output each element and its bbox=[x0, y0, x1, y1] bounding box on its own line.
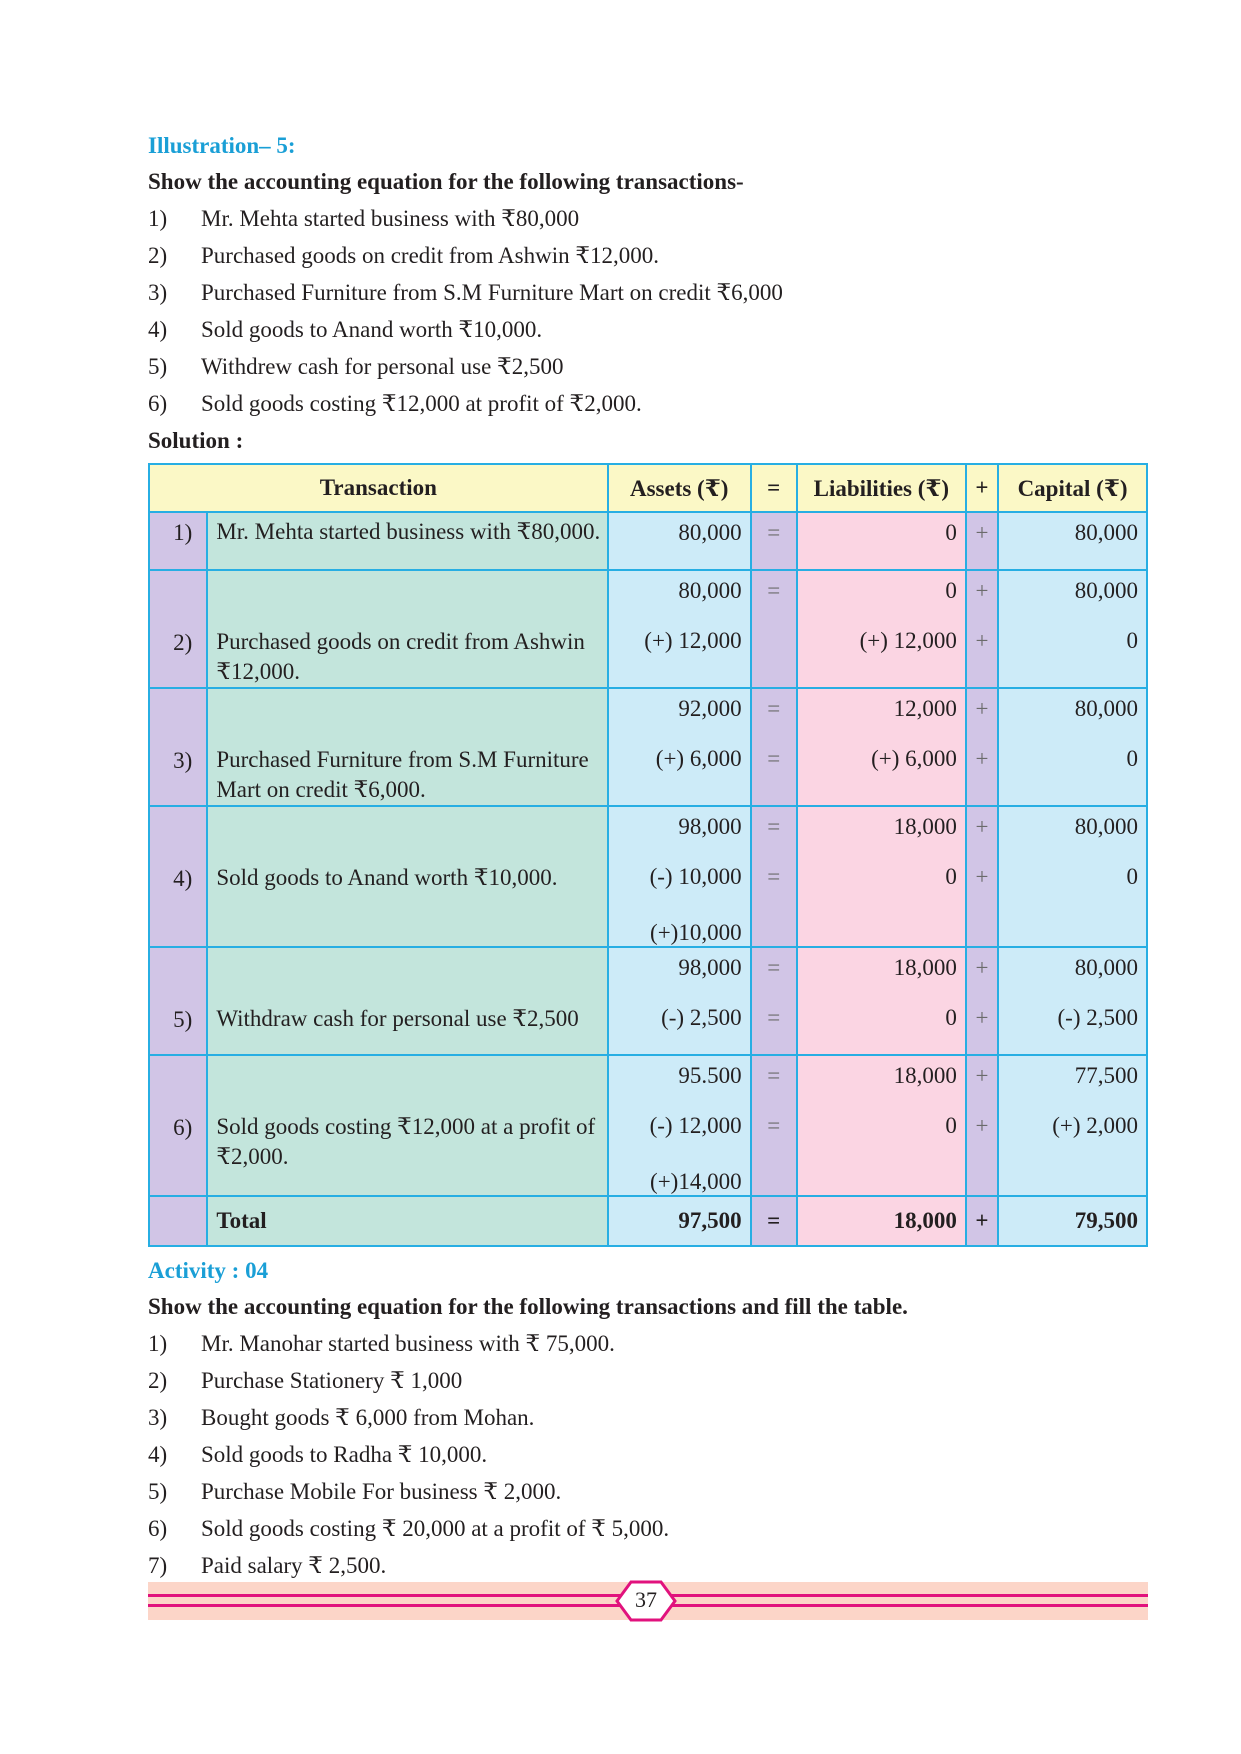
equals-sign-cell bbox=[751, 570, 797, 688]
total-capital: 79,500 bbox=[998, 1196, 1147, 1246]
list-item bbox=[148, 314, 1148, 351]
assets-value: (+) 12,000 bbox=[644, 628, 742, 653]
list-item bbox=[148, 203, 1148, 240]
header-assets: Assets (₹) bbox=[608, 464, 751, 512]
capital-value: 77,500 bbox=[1074, 1063, 1138, 1088]
plus-sign: + bbox=[975, 864, 989, 889]
plus-sign: + bbox=[975, 746, 989, 771]
capital-value-cell bbox=[998, 570, 1147, 688]
liabilities-value-cell bbox=[797, 512, 966, 570]
plus-sign-cell bbox=[966, 688, 998, 806]
list-item-number: 1) bbox=[148, 1331, 168, 1356]
equals-sign: = bbox=[767, 814, 781, 839]
list-item-number: 6) bbox=[148, 391, 168, 416]
illustration-instruction: Show the accounting equation for the following transactions- bbox=[148, 169, 744, 194]
plus-sign: + bbox=[975, 814, 989, 839]
assets-value: (+)14,000 bbox=[650, 1169, 742, 1194]
liabilities-value: (+) 12,000 bbox=[859, 628, 957, 653]
transaction-description: Withdraw cash for personal use ₹2,500 bbox=[207, 947, 607, 1055]
list-item-text: Sold goods to Radha ₹ 10,000. bbox=[201, 1442, 488, 1467]
equals-sign-cell bbox=[751, 806, 797, 947]
list-item-text: Mr. Manohar started business with ₹ 75,000. bbox=[201, 1331, 615, 1356]
liabilities-value: 18,000 bbox=[893, 814, 957, 839]
list-item bbox=[148, 388, 1148, 425]
transaction-number: 1) bbox=[149, 512, 207, 570]
list-item-text: Purchased Furniture from S.M Furniture Mart on credit ₹6,000 bbox=[201, 280, 783, 305]
assets-value: (-) 10,000 bbox=[649, 864, 742, 889]
list-item bbox=[148, 277, 1148, 314]
activity-instruction: Show the accounting equation for the following transactions and fill the table. bbox=[148, 1294, 908, 1319]
page-number-badge bbox=[615, 1580, 677, 1622]
table-row bbox=[149, 570, 1147, 688]
list-item-text: Purchase Stationery ₹ 1,000 bbox=[201, 1368, 463, 1393]
equals-sign bbox=[752, 913, 796, 946]
equals-sign: = bbox=[767, 955, 781, 980]
list-item bbox=[148, 1513, 1148, 1550]
liabilities-value: (+) 6,000 bbox=[871, 746, 957, 771]
capital-value bbox=[999, 1162, 1138, 1195]
transaction-number: 3) bbox=[149, 688, 207, 806]
assets-value: 92,000 bbox=[678, 696, 742, 721]
capital-value: 80,000 bbox=[1074, 814, 1138, 839]
transaction-number: 4) bbox=[149, 806, 207, 947]
liabilities-value: 12,000 bbox=[893, 696, 957, 721]
list-item-number: 5) bbox=[148, 354, 168, 379]
liabilities-value-cell bbox=[797, 570, 966, 688]
page-content bbox=[148, 130, 1148, 1587]
assets-value-cell bbox=[608, 806, 751, 947]
plus-sign: + bbox=[975, 1005, 989, 1030]
equals-sign: = bbox=[767, 1005, 781, 1030]
header-plus: + bbox=[966, 464, 998, 512]
table-row bbox=[149, 947, 1147, 1055]
list-item-text: Sold goods costing ₹12,000 at profit of ₹2,000. bbox=[201, 391, 642, 416]
capital-value: (-) 2,500 bbox=[1057, 1005, 1138, 1030]
header-transaction: Transaction bbox=[149, 464, 608, 512]
list-item-number: 1) bbox=[148, 206, 168, 231]
list-item-number: 7) bbox=[148, 1553, 168, 1578]
list-item-number: 5) bbox=[148, 1479, 168, 1504]
solution-label: Solution : bbox=[148, 428, 244, 453]
header-equals: = bbox=[751, 464, 797, 512]
list-item-number: 3) bbox=[148, 1405, 168, 1430]
list-item-text: Paid salary ₹ 2,500. bbox=[201, 1553, 387, 1578]
assets-value: (+) 6,000 bbox=[655, 746, 742, 771]
total-equals: = bbox=[751, 1196, 797, 1246]
list-item bbox=[148, 351, 1148, 388]
header-liabilities: Liabilities (₹) bbox=[797, 464, 966, 512]
assets-value: (-) 12,000 bbox=[649, 1113, 742, 1138]
capital-value: 80,000 bbox=[1074, 520, 1138, 545]
liabilities-value: 0 bbox=[945, 578, 957, 603]
equals-sign: = bbox=[767, 1113, 781, 1138]
total-row bbox=[149, 1196, 1147, 1246]
capital-value: 80,000 bbox=[1074, 955, 1138, 980]
list-item-text: Purchase Mobile For business ₹ 2,000. bbox=[201, 1479, 562, 1504]
plus-sign: + bbox=[975, 578, 989, 603]
accounting-equation-table bbox=[148, 463, 1148, 1247]
illustration-title: Illustration– 5: bbox=[148, 133, 296, 158]
transaction-description: Purchased Furniture from S.M Furniture Mart on credit ₹6,000. bbox=[207, 688, 607, 806]
list-item-text: Mr. Mehta started business with ₹80,000 bbox=[201, 206, 580, 231]
list-item-text: Sold goods costing ₹ 20,000 at a profit of ₹ 5,000. bbox=[201, 1516, 670, 1541]
page-number: 37 bbox=[635, 1587, 657, 1612]
liabilities-value: 0 bbox=[945, 520, 957, 545]
list-item-number: 4) bbox=[148, 317, 168, 342]
plus-sign: + bbox=[975, 628, 989, 653]
list-item-number: 6) bbox=[148, 1516, 168, 1541]
plus-sign bbox=[967, 913, 997, 946]
liabilities-value: 18,000 bbox=[893, 955, 957, 980]
list-item-text: Withdrew cash for personal use ₹2,500 bbox=[201, 354, 564, 379]
header-capital: Capital (₹) bbox=[998, 464, 1147, 512]
liabilities-value-cell bbox=[797, 806, 966, 947]
equals-sign-cell bbox=[751, 947, 797, 1055]
list-item-number: 4) bbox=[148, 1442, 168, 1467]
plus-sign-cell bbox=[966, 512, 998, 570]
equals-sign: = bbox=[767, 696, 781, 721]
equals-sign: = bbox=[767, 578, 781, 603]
capital-value: (+) 2,000 bbox=[1052, 1113, 1138, 1138]
transaction-number: 2) bbox=[149, 570, 207, 688]
assets-value-cell bbox=[608, 1055, 751, 1196]
total-liabilities: 18,000 bbox=[797, 1196, 966, 1246]
transaction-list bbox=[148, 203, 1148, 425]
capital-value bbox=[999, 913, 1138, 946]
list-item bbox=[148, 1439, 1148, 1476]
capital-value-cell bbox=[998, 512, 1147, 570]
capital-value: 80,000 bbox=[1074, 578, 1138, 603]
total-label: Total bbox=[207, 1196, 607, 1246]
total-assets: 97,500 bbox=[608, 1196, 751, 1246]
plus-sign-cell bbox=[966, 1055, 998, 1196]
liabilities-value: 18,000 bbox=[893, 1063, 957, 1088]
transaction-number: 6) bbox=[149, 1055, 207, 1196]
assets-value: (-) 2,500 bbox=[661, 1005, 742, 1030]
capital-value-cell bbox=[998, 688, 1147, 806]
transaction-description: Purchased goods on credit from Ashwin ₹12,000. bbox=[207, 570, 607, 688]
plus-sign bbox=[967, 1162, 997, 1195]
list-item-number: 3) bbox=[148, 280, 168, 305]
plus-sign: + bbox=[975, 1113, 989, 1138]
total-plus: + bbox=[966, 1196, 998, 1246]
transaction-number: 5) bbox=[149, 947, 207, 1055]
capital-value-cell bbox=[998, 947, 1147, 1055]
transaction-description: Sold goods costing ₹12,000 at a profit of ₹2,000. bbox=[207, 1055, 607, 1196]
assets-value-cell bbox=[608, 688, 751, 806]
liabilities-value: 0 bbox=[945, 1005, 957, 1030]
list-item bbox=[148, 1328, 1148, 1365]
plus-sign-cell bbox=[966, 947, 998, 1055]
liabilities-value-cell bbox=[797, 1055, 966, 1196]
equals-sign: = bbox=[767, 520, 781, 545]
assets-value-cell bbox=[608, 512, 751, 570]
capital-value: 0 bbox=[1126, 864, 1138, 889]
assets-value-cell bbox=[608, 570, 751, 688]
plus-sign: + bbox=[975, 1063, 989, 1088]
total-num-cell bbox=[149, 1196, 207, 1246]
liabilities-value bbox=[798, 913, 957, 946]
table-header-row bbox=[149, 464, 1147, 512]
assets-value: 98,000 bbox=[678, 814, 742, 839]
activity-title: Activity : 04 bbox=[148, 1258, 269, 1283]
list-item-text: Purchased goods on credit from Ashwin ₹12,000. bbox=[201, 243, 659, 268]
assets-value: 98,000 bbox=[678, 955, 742, 980]
assets-value-cell bbox=[608, 947, 751, 1055]
transaction-description: Mr. Mehta started business with ₹80,000. bbox=[207, 512, 607, 570]
plus-sign-cell bbox=[966, 570, 998, 688]
capital-value: 80,000 bbox=[1074, 696, 1138, 721]
table-row bbox=[149, 512, 1147, 570]
assets-value: 80,000 bbox=[678, 520, 742, 545]
capital-value: 0 bbox=[1126, 628, 1138, 653]
liabilities-value: 0 bbox=[945, 864, 957, 889]
liabilities-value bbox=[798, 1162, 957, 1195]
plus-sign: + bbox=[975, 955, 989, 980]
plus-sign: + bbox=[975, 696, 989, 721]
equals-sign-cell bbox=[751, 1055, 797, 1196]
transaction-description: Sold goods to Anand worth ₹10,000. bbox=[207, 806, 607, 947]
plus-sign: + bbox=[975, 520, 989, 545]
equals-sign bbox=[752, 1162, 796, 1195]
list-item-text: Sold goods to Anand worth ₹10,000. bbox=[201, 317, 543, 342]
table-row bbox=[149, 806, 1147, 947]
assets-value: 95.500 bbox=[678, 1063, 742, 1088]
plus-sign-cell bbox=[966, 806, 998, 947]
list-item bbox=[148, 240, 1148, 277]
equals-sign-cell bbox=[751, 512, 797, 570]
list-item bbox=[148, 1365, 1148, 1402]
equals-sign-cell bbox=[751, 688, 797, 806]
liabilities-value-cell bbox=[797, 688, 966, 806]
table-row bbox=[149, 688, 1147, 806]
assets-value: (+)10,000 bbox=[650, 920, 742, 945]
list-item bbox=[148, 1476, 1148, 1513]
capital-value-cell bbox=[998, 1055, 1147, 1196]
equals-sign: = bbox=[767, 746, 781, 771]
list-item-text: Bought goods ₹ 6,000 from Mohan. bbox=[201, 1405, 535, 1430]
capital-value: 0 bbox=[1126, 746, 1138, 771]
activity-list bbox=[148, 1328, 1148, 1587]
equals-sign: = bbox=[767, 864, 781, 889]
equals-sign: = bbox=[767, 1063, 781, 1088]
liabilities-value-cell bbox=[797, 947, 966, 1055]
liabilities-value: 0 bbox=[945, 1113, 957, 1138]
list-item-number: 2) bbox=[148, 243, 168, 268]
equals-sign bbox=[752, 621, 796, 677]
table-row bbox=[149, 1055, 1147, 1196]
list-item bbox=[148, 1402, 1148, 1439]
list-item-number: 2) bbox=[148, 1368, 168, 1393]
assets-value: 80,000 bbox=[678, 578, 742, 603]
capital-value-cell bbox=[998, 806, 1147, 947]
table-body bbox=[149, 512, 1147, 1196]
